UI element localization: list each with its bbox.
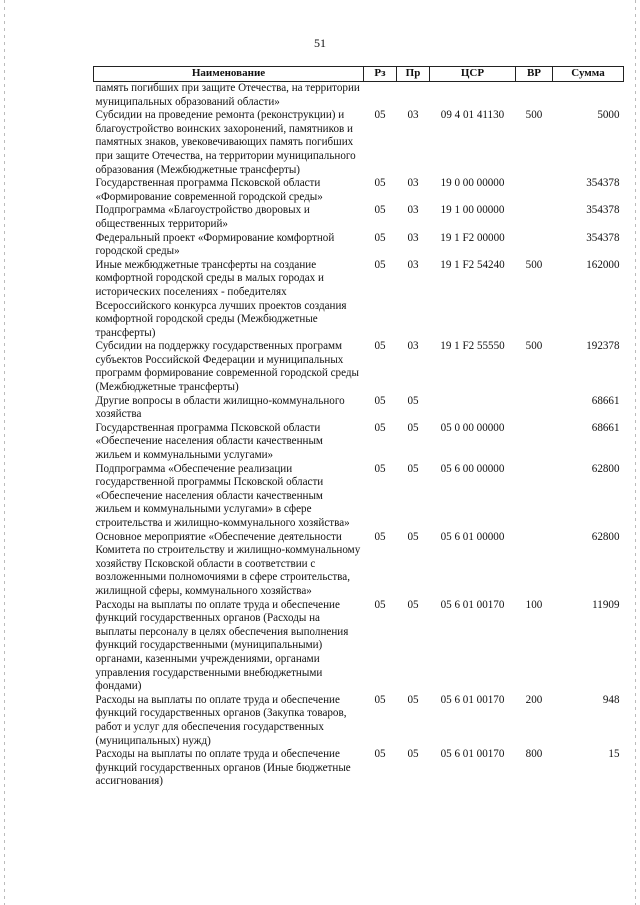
cell-pr: 03 [407, 258, 419, 271]
budget-table [93, 66, 624, 789]
cell-sum: 62800 [591, 462, 620, 475]
table-row [94, 82, 624, 110]
header-vr: ВР [516, 67, 553, 82]
cell-csr: 19 1 00 00000 [440, 204, 505, 217]
cell-csr [430, 395, 516, 422]
cell-rz: 05 [374, 340, 386, 353]
cell-rz: 05 [374, 231, 386, 244]
cell-pr: 03 [407, 340, 419, 353]
budget-table-container [93, 66, 623, 789]
cell-pr: 05 [407, 462, 419, 475]
cell-vr: 800 [525, 748, 543, 761]
cell-sum: 192378 [586, 340, 620, 353]
cell-sum [553, 82, 624, 110]
cell-name: Федеральный проект «Формирование комфортной городской среды» [95, 231, 335, 258]
cell-pr: 05 [407, 421, 419, 434]
cell-rz: 05 [374, 258, 386, 271]
table-row [94, 204, 624, 231]
header-csr: ЦСР [430, 67, 516, 82]
table-row [94, 340, 624, 394]
cell-name: Государственная программа Псковской области «Формирование современной городской среды» [95, 177, 323, 203]
cell-rz: 05 [374, 394, 386, 407]
cell-vr: 500 [525, 340, 543, 353]
cell-csr: 05 6 00 00000 [440, 462, 505, 475]
cell-rz: 05 [374, 748, 386, 761]
cell-sum: 68661 [591, 421, 620, 434]
table-row [94, 109, 624, 177]
right-page-edge [635, 0, 636, 905]
cell-csr: 05 0 00 00000 [440, 421, 505, 434]
table-row [94, 531, 624, 599]
table-row [94, 694, 624, 748]
cell-pr [397, 82, 430, 110]
cell-name: Другие вопросы в области жилищно-коммунального хозяйства [95, 394, 345, 421]
cell-sum: 948 [602, 693, 620, 706]
cell-rz: 05 [374, 177, 386, 190]
header-sum: Сумма [553, 67, 624, 82]
table-row [94, 599, 624, 694]
cell-name: Субсидии на поддержку государственных программ субъектов Российской Федерации и муниципальных программ формирование современной городской среды (Межбюджетные трансферты) [95, 340, 359, 394]
cell-vr [516, 232, 553, 259]
cell-pr: 05 [407, 394, 419, 407]
cell-vr: 200 [525, 693, 543, 706]
table-row [94, 748, 624, 789]
cell-vr: 100 [525, 598, 543, 611]
cell-name: Расходы на выплаты по оплате труда и обеспечение функций государственных органов (Иные бюджетные ассигнования) [95, 748, 351, 788]
cell-vr [516, 177, 553, 204]
cell-pr: 03 [407, 177, 419, 190]
cell-rz: 05 [374, 109, 386, 122]
cell-vr: 500 [525, 258, 543, 271]
cell-vr [516, 395, 553, 422]
cell-name: Государственная программа Псковской области «Обеспечение населения области качественным жильем и коммунальными услугами» [95, 421, 323, 462]
cell-csr: 05 6 01 00170 [440, 748, 505, 761]
cell-name: Расходы на выплаты по оплате труда и обеспечение функций государственных органов (Расходы на выплаты персоналу в целях обеспечения выполнения функций государственными (муниципальными) органами, казенными учреждениями, органами управления государственными внебюджетными фондами) [95, 598, 349, 693]
table-row [94, 463, 624, 531]
cell-name: память погибших при защите Отечества, на территории муниципальных образований области» [95, 82, 360, 108]
cell-csr: 19 0 00 00000 [440, 177, 505, 190]
cell-vr [516, 531, 553, 599]
cell-sum: 354378 [586, 204, 620, 217]
cell-sum: 11909 [592, 598, 620, 611]
cell-rz: 05 [374, 462, 386, 475]
cell-pr: 03 [407, 204, 419, 217]
cell-pr: 05 [407, 598, 419, 611]
cell-sum: 15 [608, 748, 620, 761]
header-name: Наименование [94, 67, 364, 82]
cell-name: Основное мероприятие «Обеспечение деятельности Комитета по строительству и жилищно-коммунальному хозяйству Псковской области в соответствии с возложенными полномочиями в сфере строительства, жилищной сферы, коммунального хозяйства» [95, 530, 361, 597]
table-row [94, 422, 624, 463]
table-body [94, 82, 624, 789]
cell-pr: 03 [407, 231, 419, 244]
header-rz: Рз [364, 67, 397, 82]
cell-name: Субсидии на проведение ремонта (реконструкции) и благоустройство воинских захоронений, памятников и памятных знаков, увековечивающих память погибших при защите Отечества, на территории муниципального образования (Межбюджетные трансферты) [95, 109, 356, 176]
table-row [94, 259, 624, 341]
table-header-row [94, 67, 624, 82]
cell-vr [516, 422, 553, 463]
cell-rz: 05 [374, 421, 386, 434]
cell-csr: 19 1 F2 55550 [440, 340, 505, 353]
cell-pr: 05 [407, 693, 419, 706]
cell-sum: 68661 [591, 394, 620, 407]
cell-rz: 05 [374, 204, 386, 217]
cell-rz [364, 82, 397, 110]
cell-sum: 62800 [591, 530, 620, 543]
cell-csr: 05 6 01 00170 [440, 693, 505, 706]
cell-sum: 354378 [586, 177, 620, 190]
cell-name: Подпрограмма «Благоустройство дворовых и общественных территорий» [95, 204, 310, 230]
cell-csr: 19 1 F2 54240 [440, 258, 505, 271]
cell-rz: 05 [374, 693, 386, 706]
table-row [94, 232, 624, 259]
cell-vr [516, 204, 553, 231]
cell-rz: 05 [374, 598, 386, 611]
cell-vr: 500 [525, 109, 543, 122]
table-row [94, 395, 624, 422]
cell-vr [516, 82, 553, 110]
cell-csr: 09 4 01 41130 [440, 109, 505, 122]
cell-csr [430, 82, 516, 110]
cell-pr: 05 [407, 748, 419, 761]
cell-name: Расходы на выплаты по оплате труда и обеспечение функций государственных органов (Закупка товаров, работ и услуг для обеспечения государственных (муниципальных) нужд) [95, 693, 347, 747]
cell-pr: 03 [407, 109, 419, 122]
cell-name: Иные межбюджетные трансферты на создание комфортной городской среды в малых городах и исторических поселениях - победителях Всероссийского конкурса лучших проектов создания комфортной городской среды (Межбюджетные трансферты) [95, 258, 347, 339]
cell-vr [516, 463, 553, 531]
cell-csr: 05 6 01 00170 [440, 598, 505, 611]
header-pr: Пр [397, 67, 430, 82]
cell-rz: 05 [374, 530, 386, 543]
cell-pr: 05 [407, 530, 419, 543]
cell-sum: 354378 [586, 231, 620, 244]
cell-csr: 19 1 F2 00000 [440, 231, 505, 244]
left-page-edge [4, 0, 5, 905]
cell-sum: 162000 [586, 258, 620, 271]
cell-csr: 05 6 01 00000 [440, 530, 505, 543]
table-row [94, 177, 624, 204]
cell-name: Подпрограмма «Обеспечение реализации государственной программы Псковской области «Обеспечение населения области качественным жильем и коммунальными услугами» в сфере строительства и жилищно-коммунального хозяйства» [95, 462, 350, 529]
cell-sum: 5000 [597, 109, 620, 122]
page-number: 51 [314, 36, 326, 50]
